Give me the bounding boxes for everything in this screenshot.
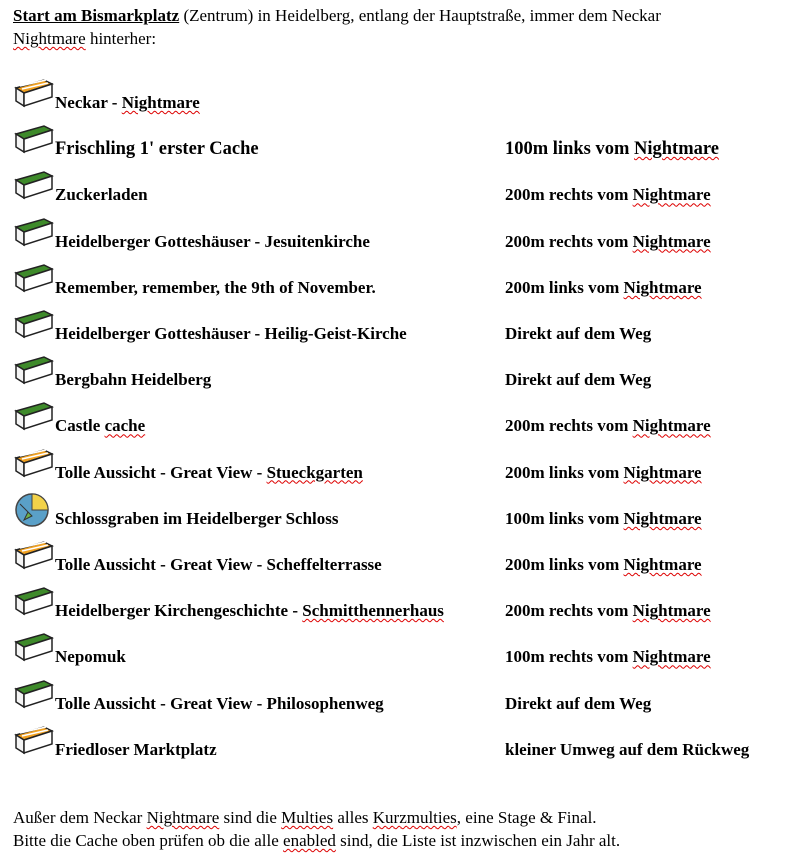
cache-name: Frischling 1' erster Cache: [55, 139, 259, 160]
footer-nightmare: Nightmare: [146, 808, 220, 827]
cache-distance: 200m rechts vom Nightmare: [505, 601, 711, 621]
cache-distance: 100m links vom Nightmare: [505, 508, 702, 528]
cache-distance: Direkt auf dem Weg: [505, 324, 652, 343]
footer-kurzmulties: Kurzmulties: [372, 808, 457, 827]
cache-list-item: [0, 677, 791, 723]
intro-nightmare: Nightmare: [13, 29, 86, 48]
cache-list-item: [0, 399, 791, 445]
cache-distance: Direkt auf dem Weg: [505, 370, 652, 390]
start-location: Start am Bismarkplatz: [13, 6, 180, 25]
cache-name: Nepomuk: [55, 647, 126, 667]
cache-name: Zuckerladen: [55, 185, 148, 205]
cache-name: Schlossgraben im Heidelberger Schloss: [55, 508, 339, 528]
orange-cache-icon: [14, 76, 54, 110]
cache-list-item: [0, 584, 791, 630]
green-cache-icon: [14, 307, 54, 341]
cache-name: Neckar - Nightmare: [55, 93, 200, 112]
cache-name: Bergbahn Heidelberg: [55, 370, 212, 390]
cache-name: Remember, remember, the 9th of November.: [55, 277, 376, 297]
intro-text-1: (Zentrum) in Heidelberg, entlang der Hauptstraße, immer dem Neckar: [179, 6, 661, 25]
orange-cache-icon: [14, 446, 54, 480]
cache-list-item: [0, 168, 791, 214]
cache-list-item: [0, 307, 791, 353]
cache-name: Heidelberger Gotteshäuser - Jesuitenkirche: [55, 231, 370, 251]
cache-name: Friedloser Marktplatz: [55, 739, 217, 759]
earthcache-icon: [14, 492, 54, 526]
green-cache-icon: [14, 677, 54, 711]
footer-enabled: enabled: [283, 831, 336, 850]
cache-distance: 100m links vom Nightmare: [505, 139, 719, 160]
cache-list-item: [0, 353, 791, 399]
green-cache-icon: [14, 261, 54, 295]
green-cache-icon: [14, 353, 54, 387]
cache-distance: kleiner Umweg auf dem Rückweg: [505, 739, 750, 759]
cache-list-item: [0, 261, 791, 307]
cache-list-item: [0, 446, 791, 492]
cache-distance: 200m links vom Nightmare: [505, 462, 702, 482]
cache-distance: 200m links vom Nightmare: [505, 277, 702, 297]
footer-text: sind, die Liste ist inzwischen ein Jahr alt.: [335, 831, 621, 850]
cache-list-item: [0, 538, 791, 584]
footer-note: [13, 806, 783, 852]
cache-distance: 100m rechts vom Nightmare: [505, 647, 711, 667]
footer-text: Außer dem Neckar: [13, 808, 147, 827]
cache-name: Heidelberger Kirchengeschichte - Schmitthennerhaus: [55, 601, 444, 621]
green-cache-icon: [14, 399, 54, 433]
cache-list-item: [0, 215, 791, 261]
cache-distance: 200m links vom Nightmare: [505, 555, 702, 574]
cache-name: Heidelberger Gotteshäuser - Heilig-Geist-Kirche: [55, 324, 407, 343]
green-cache-icon: [14, 584, 54, 618]
cache-list-item: [0, 723, 791, 769]
cache-name: Tolle Aussicht - Great View - Scheffelterrasse: [55, 555, 382, 574]
orange-cache-icon: [14, 723, 54, 757]
cache-distance: 200m rechts vom Nightmare: [505, 185, 711, 205]
cache-distance: 200m rechts vom Nightmare: [505, 416, 711, 436]
footer-text: sind die: [219, 808, 282, 827]
cache-list-item: [0, 492, 791, 538]
orange-cache-icon: [14, 538, 54, 572]
cache-list-item: [0, 76, 791, 122]
cache-distance: Direkt auf dem Weg: [505, 693, 652, 713]
footer-text: , eine Stage & Final.: [456, 808, 597, 827]
cache-list-item: [0, 630, 791, 676]
cache-name: Tolle Aussicht - Great View - Stueckgarten: [55, 462, 363, 482]
footer-text: alles: [333, 808, 373, 827]
intro-text-2: hinterher:: [85, 29, 157, 48]
green-cache-icon: [14, 215, 54, 249]
green-cache-icon: [14, 630, 54, 664]
footer-multies: Multies: [281, 808, 334, 827]
green-cache-icon: [14, 168, 54, 202]
footer-text: Bitte die Cache oben prüfen ob die alle: [13, 831, 284, 850]
cache-distance: 200m rechts vom Nightmare: [505, 231, 711, 251]
cache-name: Castle cache: [55, 416, 146, 436]
cache-name: Tolle Aussicht - Great View - Philosophenweg: [55, 693, 384, 713]
cache-list-item: [0, 122, 791, 168]
intro-paragraph: [13, 4, 783, 50]
green-cache-icon: [14, 122, 54, 156]
